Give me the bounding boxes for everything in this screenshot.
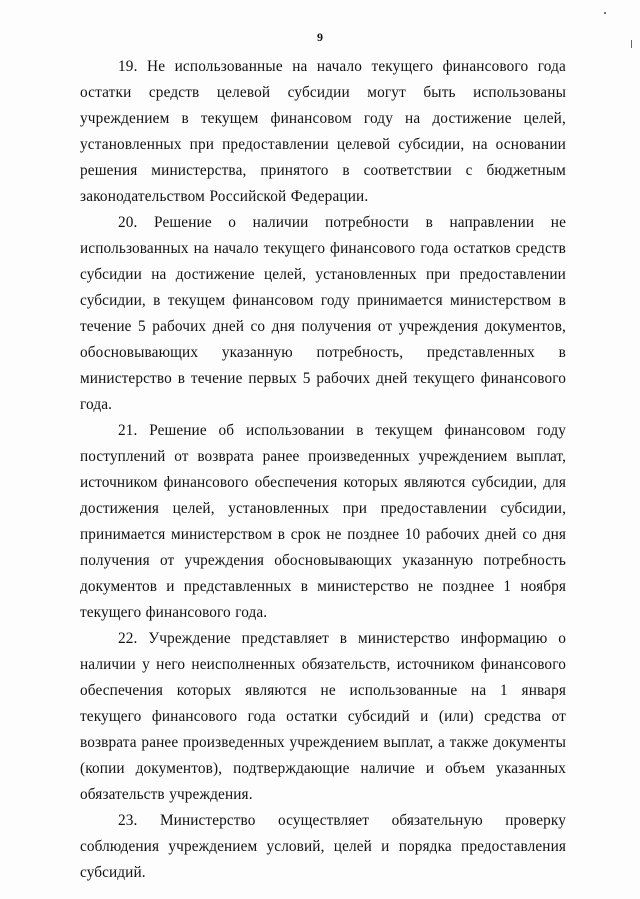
paragraph-20: 20. Решение о наличии потребности в направлении не использованных на начало текущего финансового года остатков средств субсидии на достижение целей, установленных при предоставлении субсидии, в текущем финансовом году принимается министерством в течение 5 рабочих дней со дня получения от учреждения документов, обосновывающих указанную потребность, представленных в министерство в течение первых 5 рабочих дней текущего финансового года.: [80, 214, 566, 413]
paragraph-23: 23. Министерство осуществляет обязательную проверку соблюдения учреждением условий, целей и порядка предоставления субсидий.: [80, 812, 566, 881]
paragraph-19: 19. Не использованные на начало текущего финансового года остатки средств целевой субсидии могут быть использованы учреждением в текущем финансовом году на достижение целей, установленных при предоставлении целевой субсидии, на основании решения министерства, принятого в соответствии с бюджетным законодательством Российской Федерации.: [80, 58, 566, 205]
page-number: 9: [317, 30, 323, 44]
paragraph-21: 21. Решение об использовании в текущем финансовом году поступлений от возврата ранее произведенных учреждением выплат, источником финансового обеспечения которых являются субсидии, для достижения целей, установленных при предоставлении субсидии, принимается министерством в срок не позднее 10 рабочих дней со дня получения от учреждения обосновывающих указанную потребность документов и представленных в министерство не позднее 1 ноября текущего финансового года.: [80, 422, 566, 621]
scan-artifact: [604, 12, 606, 14]
paragraph-22: 22. Учреждение представляет в министерство информацию о наличии у него неисполненных обязательств, источником финансового обеспечения которых являются не использованные на 1 января текущего финансового года остатки субсидий и (или) средства от возврата ранее произведенных учреждением выплат, а также документы (копии документов), подтверждающие наличие и объем указанных обязательств учреждения.: [80, 630, 566, 803]
document-body: [80, 54, 566, 886]
